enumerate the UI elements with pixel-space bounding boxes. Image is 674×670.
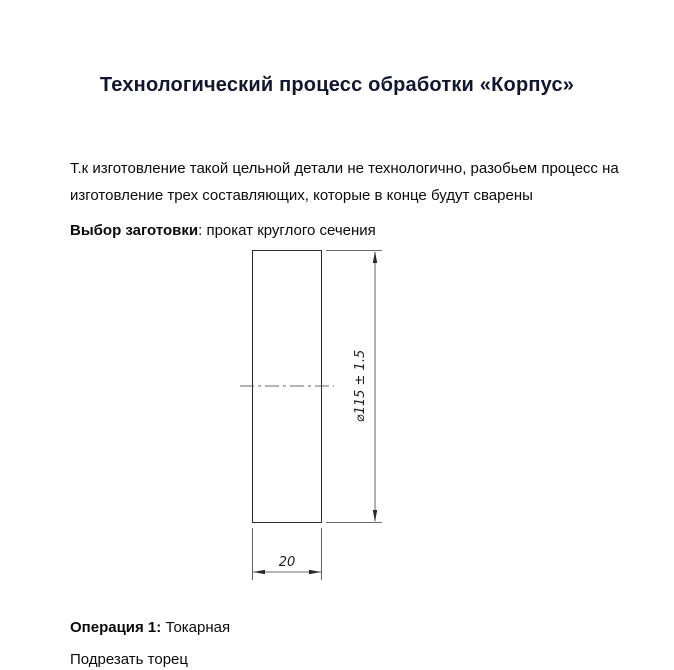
- arrowhead-down-icon: [373, 510, 377, 522]
- operation-text: Токарная: [161, 619, 231, 636]
- operation-label: Операция 1:: [70, 619, 162, 636]
- arrowhead-up-icon: [373, 251, 377, 263]
- blank-choice-text: : прокат круглого сечения: [198, 222, 376, 239]
- part-outline: [253, 251, 322, 523]
- blank-choice-label: Выбор заготовки: [70, 222, 199, 239]
- intro-paragraph: Т.к изготовление такой цельной детали не технологично, разобьем процесс на изготовление трех составляющих, которые в конце будут сварены: [70, 160, 619, 204]
- operation-line: [70, 619, 648, 636]
- operation-detail: Подрезать торец: [70, 651, 188, 668]
- page-title: Технологический процесс обработки «Корпус»: [99, 74, 575, 96]
- width-dimension-label: 20: [278, 555, 296, 570]
- arrowhead-left-icon: [253, 570, 265, 574]
- arrowhead-right-icon: [309, 570, 321, 574]
- diameter-dimension-label: ⌀115 ± 1.5: [353, 349, 368, 423]
